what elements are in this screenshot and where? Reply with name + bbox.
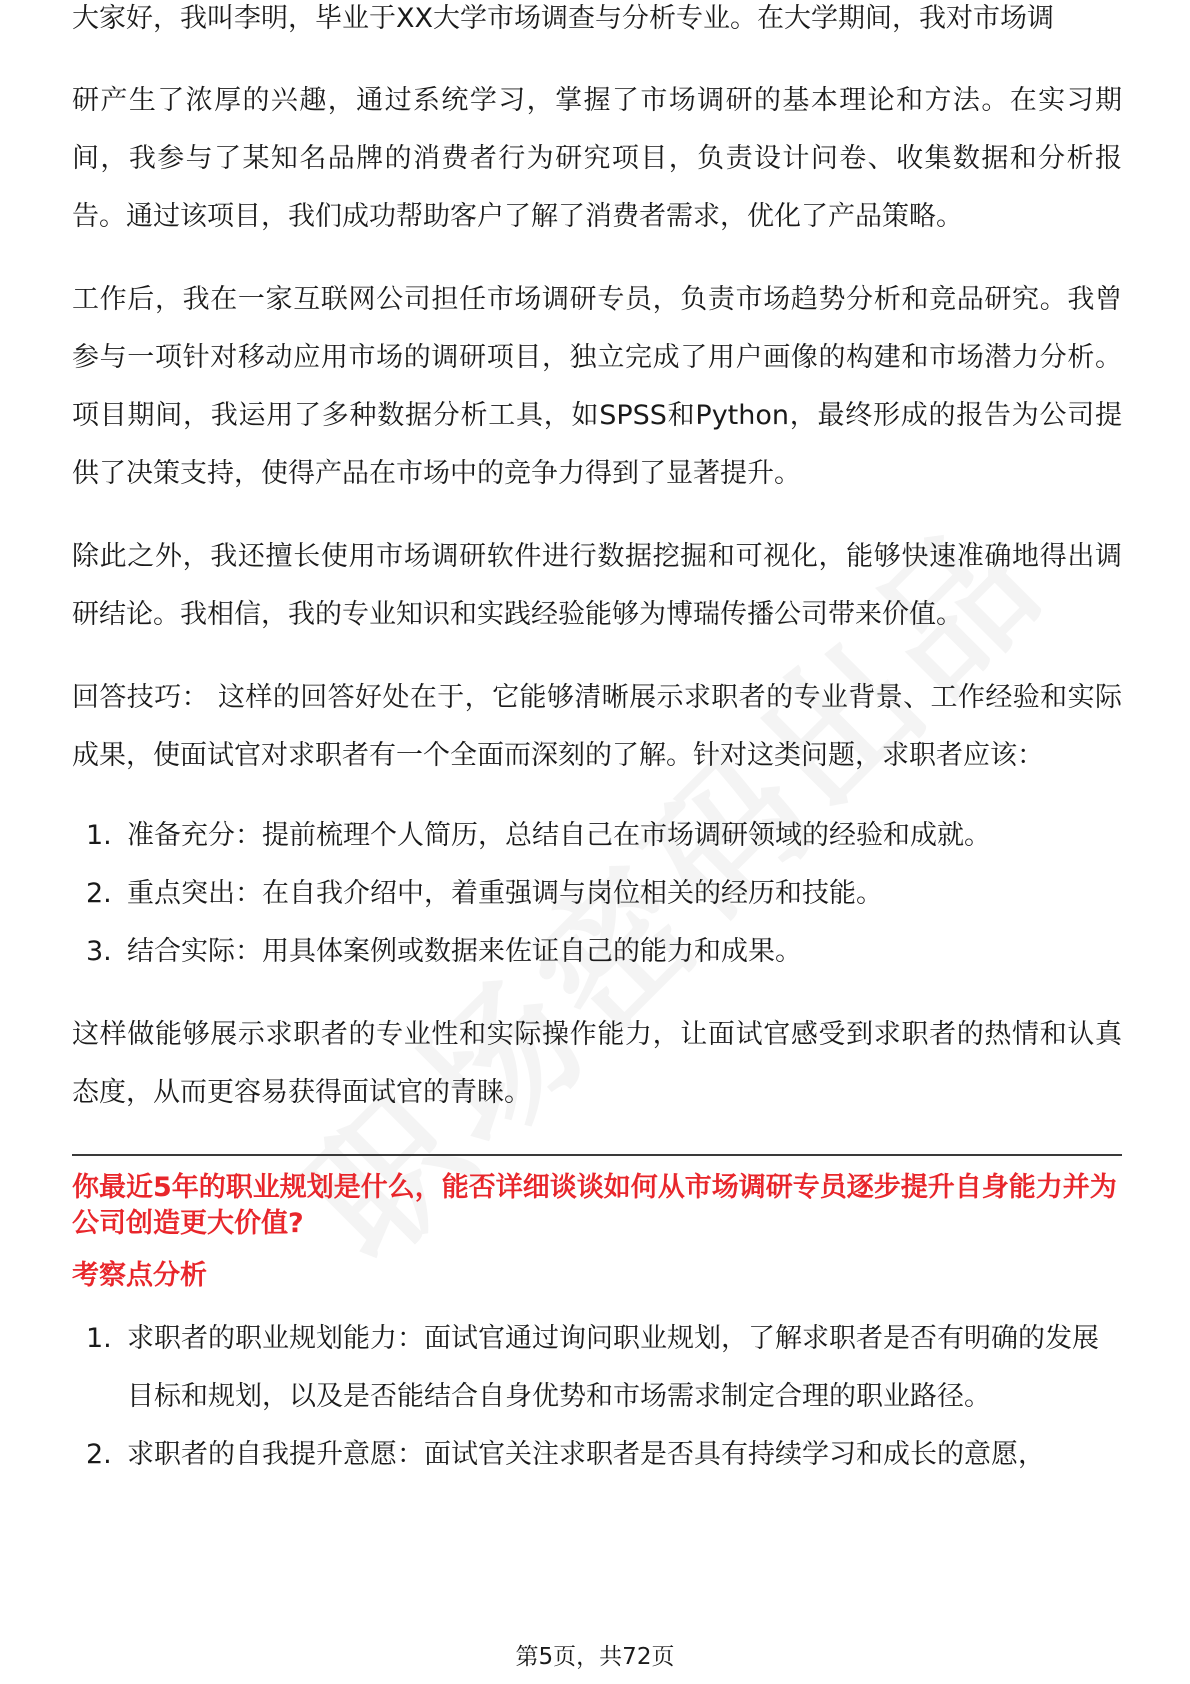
list-item: 2. 重点突出：在自我介绍中，着重强调与岗位相关的经历和技能。 — [86, 878, 883, 909]
list-item: 1. 准备充分：提前梳理个人简历，总结自己在市场调研领域的经验和成就。 — [86, 820, 991, 851]
analysis-heading: 考察点分析 — [72, 1260, 207, 1291]
list-item: 2. 求职者的自我提升意愿：面试官关注求职者是否具有持续学习和成长的意愿， — [86, 1439, 1045, 1470]
paragraph-answer-tips: 回答技巧： 这样的回答好处在于，它能够清晰展示求职者的专业背景、工作经验和实际成果，使面试官对求职者有一个全面而深刻的了解。针对这类问题，求职者应该： — [72, 682, 1122, 771]
page-number: 第5页，共72页 — [515, 1644, 675, 1670]
list-item: 3. 结合实际：用具体案例或数据来佐证自己的能力和成果。 — [86, 936, 802, 967]
analysis-list — [72, 1310, 1122, 1484]
paragraph-internship: 研产生了浓厚的兴趣，通过系统学习，掌握了市场调研的基本理论和方法。在实习期间，我参与了某知名品牌的消费者行为研究项目，负责设计问卷、收集数据和分析报告。通过该项目，我们成功帮助客户了解了消费者需求，优化了产品策略。 — [72, 85, 1122, 232]
question-heading: 你最近5年的职业规划是什么，能否详细谈谈如何从市场调研专员逐步提升自身能力并为公司创造更大价值? — [72, 1172, 1117, 1239]
cut-off-line: 大家好，我叫李明，毕业于XX大学市场调查与分析专业。在大学期间，我对市场调 — [72, 3, 1054, 34]
paragraph-skills: 除此之外，我还擅长使用市场调研软件进行数据挖掘和可视化，能够快速准确地得出调研结论。我相信，我的专业知识和实践经验能够为博瑞传播公司带来价值。 — [72, 541, 1122, 630]
list-item: 1. 求职者的职业规划能力：面试官通过询问职业规划，了解求职者是否有明确的发展目标和规划，以及是否能结合自身优势和市场需求制定合理的职业路径。 — [86, 1323, 1099, 1412]
tips-list — [72, 807, 1122, 981]
paragraph-closing: 这样做能够展示求职者的专业性和实际操作能力，让面试官感受到求职者的热情和认真态度，从而更容易获得面试官的青睐。 — [72, 1019, 1122, 1108]
paragraph-work-experience: 工作后，我在一家互联网公司担任市场调研专员，负责市场趋势分析和竞品研究。我曾参与一项针对移动应用市场的调研项目，独立完成了用户画像的构建和市场潜力分析。项目期间，我运用了多种数据分析工具，如SPSS和Python，最终形成的报告为公司提供了决策支持，使得产品在市场中的竞争力得到了显著提升。 — [72, 284, 1122, 489]
